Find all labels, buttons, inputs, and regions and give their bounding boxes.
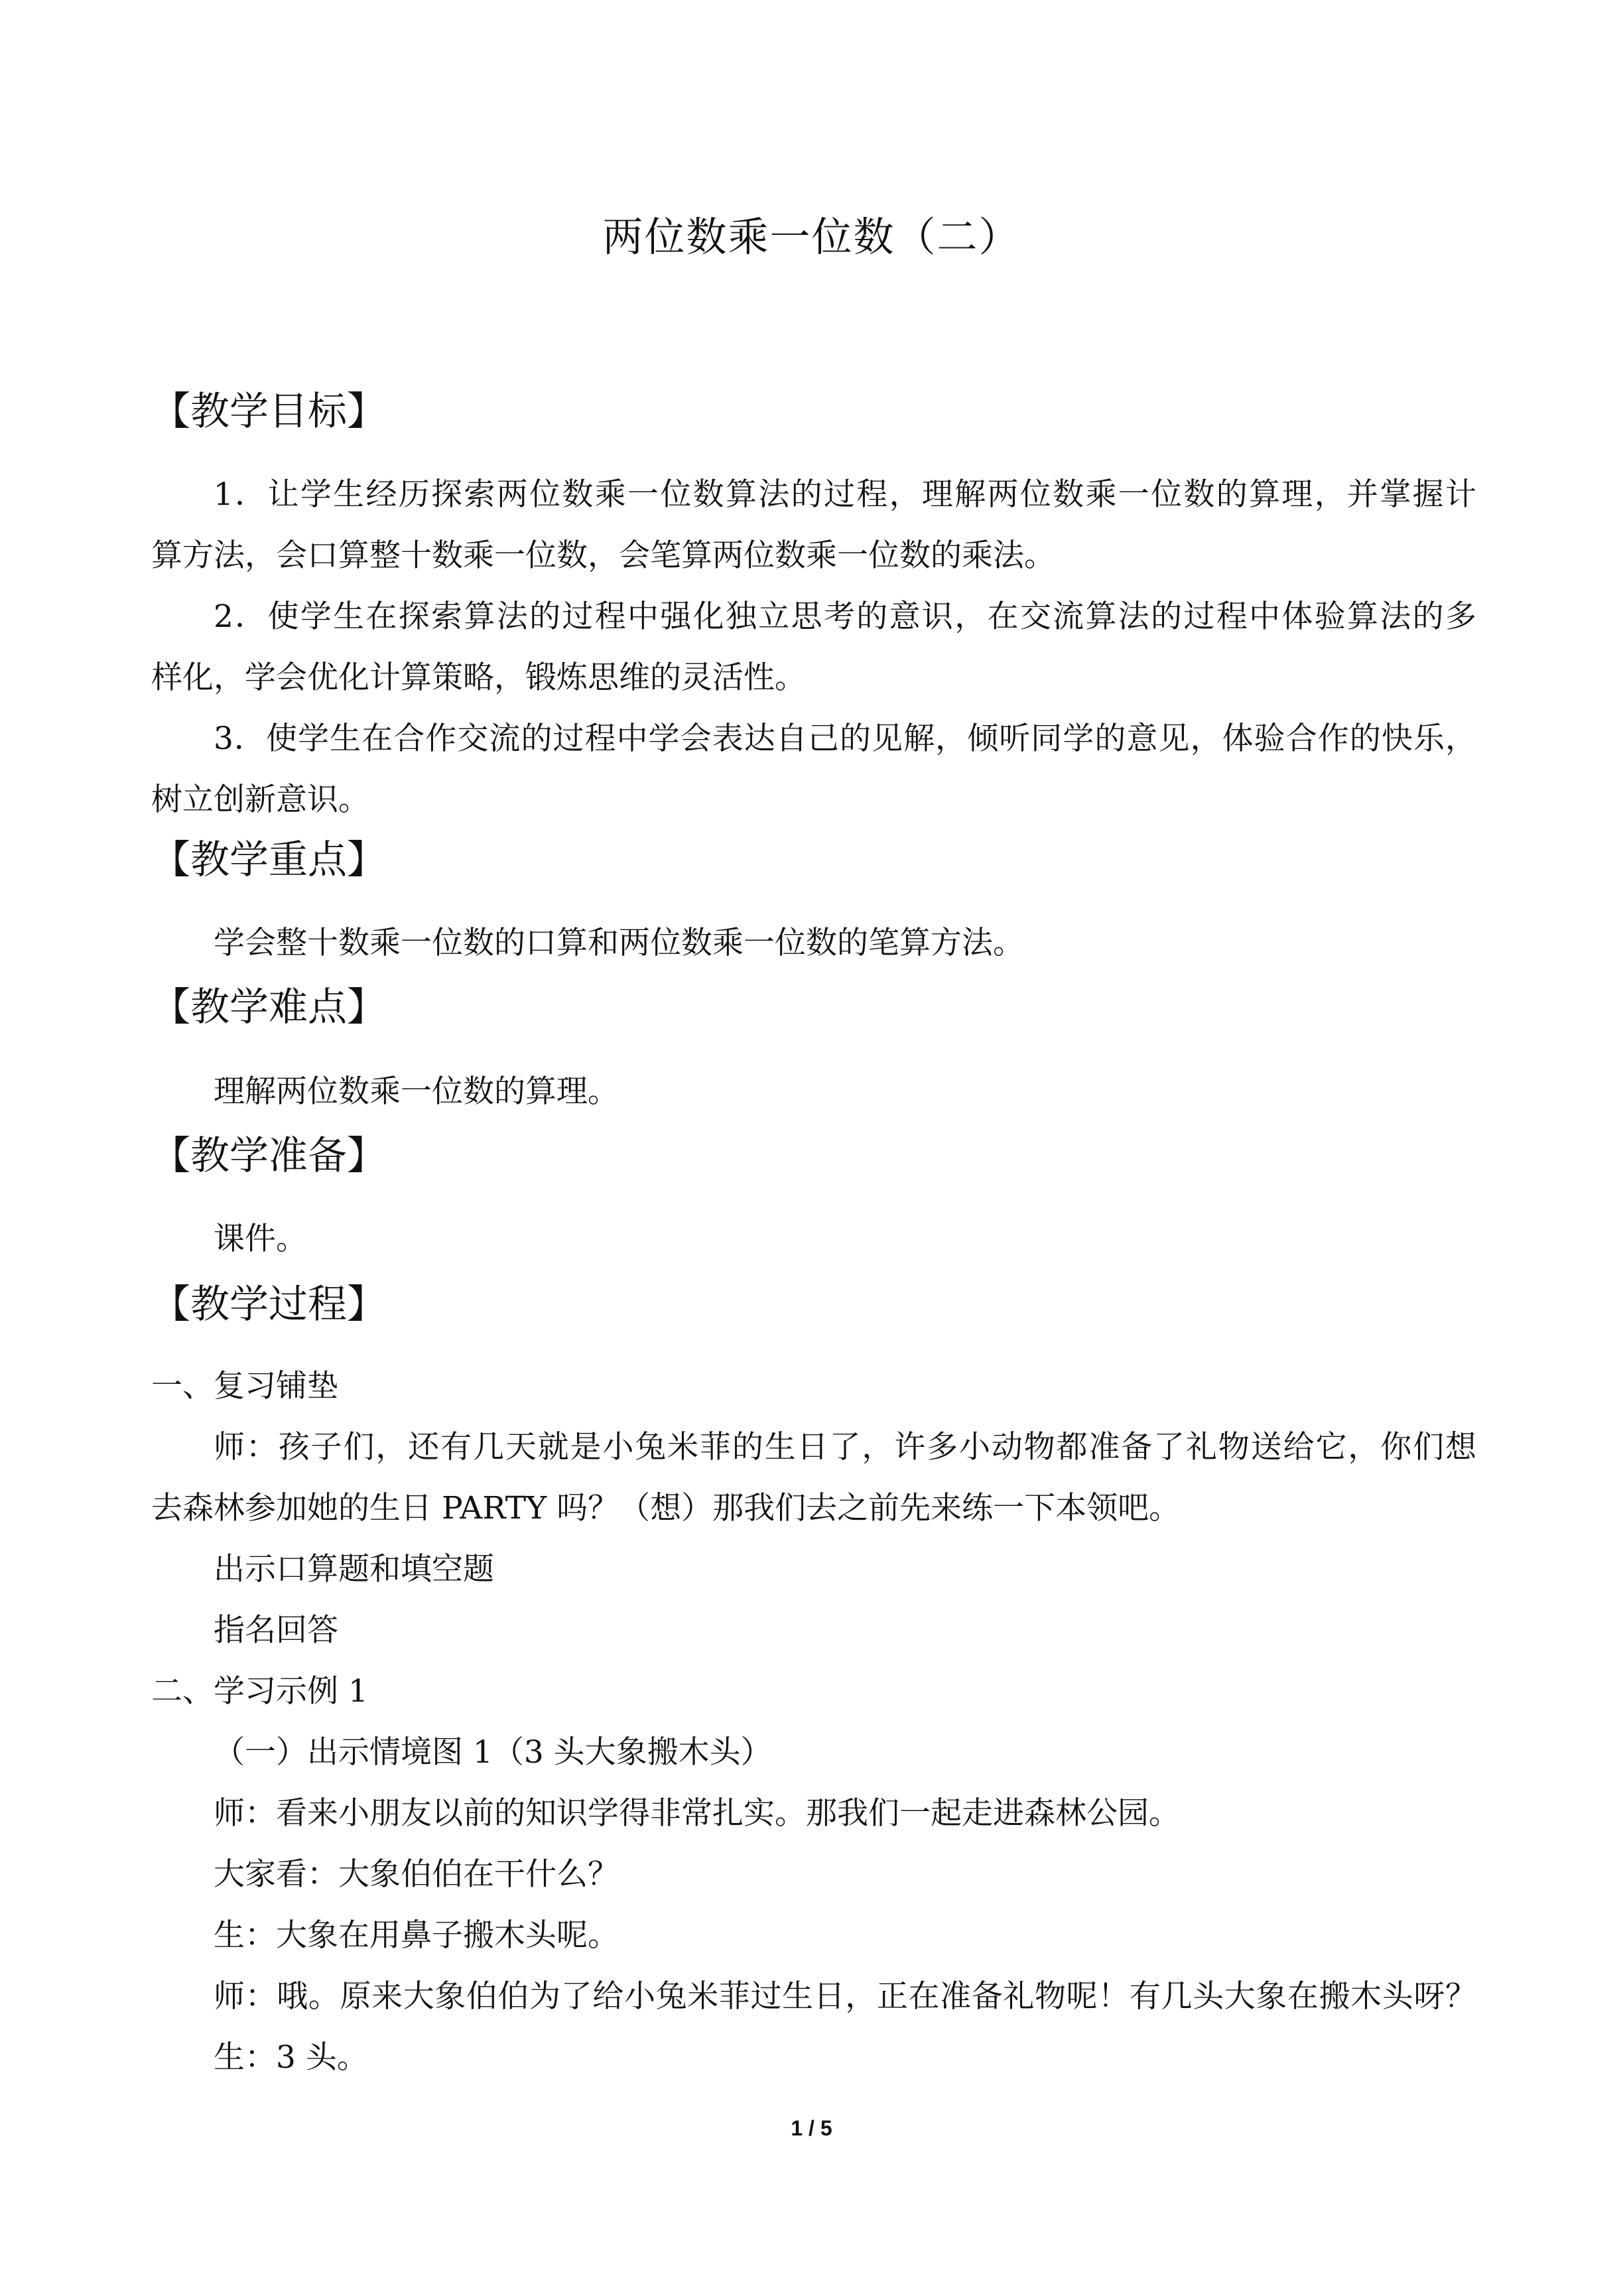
section-1-paragraph-1-line-1: 师：孩子们，还有几天就是小兔米菲的生日了，许多小动物都准备了礼物送给它，你们想 <box>214 1429 1476 1465</box>
heading-preparation: 【教学准备】 <box>151 1132 387 1178</box>
section-2-paragraph-6: 生：3 头。 <box>214 2039 368 2076</box>
section-2-paragraph-1: （一）出示情境图 1（3 头大象搬木头） <box>214 1734 772 1771</box>
difficulties-text: 理解两位数乘一位数的算理。 <box>214 1073 619 1110</box>
heading-process: 【教学过程】 <box>151 1281 387 1327</box>
objective-1-line-1: 1．让学生经历探索两位数乘一位数算法的过程，理解两位数乘一位数的算理，并掌握计 <box>214 476 1476 513</box>
objective-3-line-1: 3．使学生在合作交流的过程中学会表达自己的见解，倾听同学的意见，体验合作的快乐， <box>214 720 1476 757</box>
section-2-paragraph-2: 师：看来小朋友以前的知识学得非常扎实。那我们一起走进森林公园。 <box>214 1795 1180 1832</box>
heading-difficulties: 【教学难点】 <box>151 984 387 1030</box>
preparation-text: 课件。 <box>214 1221 307 1257</box>
section-1-paragraph-1-line-2: 去森林参加她的生日 PARTY 吗？（想）那我们去之前先来练一下本领吧。 <box>151 1490 1181 1526</box>
heading-objectives: 【教学目标】 <box>151 388 387 434</box>
section-2-paragraph-4: 生：大象在用鼻子搬木头呢。 <box>214 1917 619 1954</box>
heading-key-points: 【教学重点】 <box>151 837 387 882</box>
objective-3-line-2: 树立创新意识。 <box>151 781 369 818</box>
key-points-text: 学会整十数乘一位数的口算和两位数乘一位数的笔算方法。 <box>214 925 1024 961</box>
objective-1-line-2: 算方法，会口算整十数乘一位数，会笔算两位数乘一位数的乘法。 <box>151 537 1055 574</box>
page-number: 1 / 5 <box>791 2116 832 2140</box>
objective-2-line-2: 样化，学会优化计算策略，锻炼思维的灵活性。 <box>151 659 806 696</box>
section-2-title: 二、学习示例 1 <box>151 1673 368 1710</box>
section-2-paragraph-3: 大家看：大象伯伯在干什么？ <box>214 1856 619 1893</box>
section-1-paragraph-2: 出示口算题和填空题 <box>214 1551 494 1587</box>
section-1-title: 一、复习铺垫 <box>151 1368 338 1404</box>
document-title: 两位数乘一位数（二） <box>602 214 1021 261</box>
section-1-paragraph-3: 指名回答 <box>214 1612 338 1649</box>
objective-2-line-1: 2．使学生在探索算法的过程中强化独立思考的意识，在交流算法的过程中体验算法的多 <box>214 598 1476 635</box>
section-2-paragraph-5: 师：哦。原来大象伯伯为了给小兔米菲过生日，正在准备礼物呢！有几头大象在搬木头呀？ <box>214 1978 1476 2015</box>
